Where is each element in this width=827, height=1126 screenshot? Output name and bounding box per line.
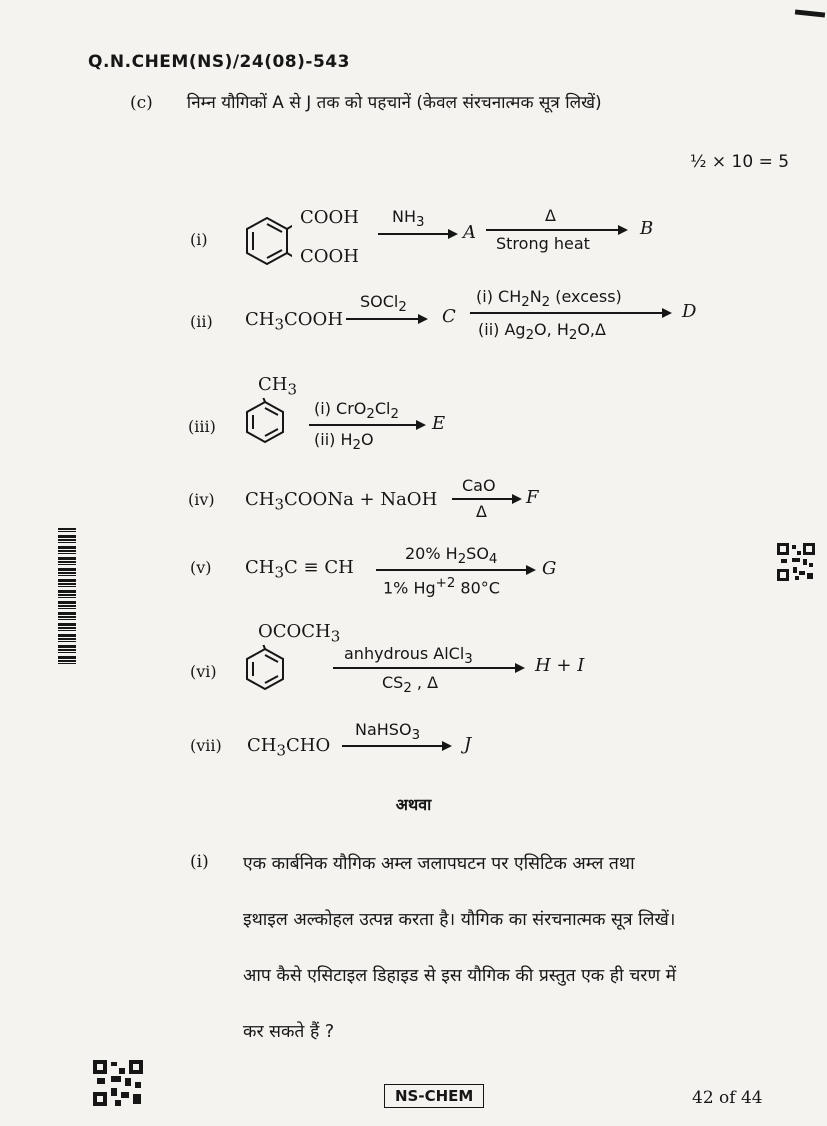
reaction-4-arrow [452, 498, 520, 500]
reaction-1-cooh-top: COOH [300, 207, 359, 228]
reaction-5-reagent-top: 20% $H_2SO_4$ [405, 544, 498, 568]
reaction-6-substituent: $OCOCH_3$ [258, 621, 341, 646]
reaction-7-number: (vii) [190, 736, 222, 755]
reaction-2-arrow-2 [470, 312, 670, 314]
alternate-question-line-1: एक कार्बनिक यौगिक अम्ल जलापघटन पर एसिटिक अम्ल तथा [243, 854, 635, 874]
reaction-3-number: (iii) [188, 417, 216, 436]
reaction-1-strong-heat: Strong heat [496, 234, 590, 253]
reaction-1-product-B: B [640, 218, 654, 239]
reaction-1-reagent-1: $NH_3$ [392, 207, 425, 231]
reaction-4-heat: Δ [476, 502, 487, 521]
alternate-question-line-2: इथाइल अल्कोहल उत्पन्न करता है। यौगिक का संरचनात्मक सूत्र लिखें। [243, 910, 676, 930]
reaction-2-product-D: D [682, 301, 697, 322]
reaction-1-product-A: A [463, 222, 476, 243]
reaction-5-reagent-bottom: 1% $Hg^{+2}$ 80°C [383, 576, 500, 598]
corner-mark [795, 9, 825, 17]
page-number: 42 of 44 [692, 1088, 763, 1108]
reaction-4-reagent-top: CaO [462, 476, 496, 495]
reaction-1-cooh-bottom: COOH [300, 246, 359, 267]
reaction-5-product-G: G [542, 558, 557, 579]
qr-code-icon [777, 543, 815, 581]
reaction-5-arrow [376, 569, 534, 571]
reaction-4-number: (iv) [188, 490, 215, 509]
qr-code-bottom-icon [93, 1060, 143, 1106]
reaction-4-reactant: $CH_3COONa$ + NaOH [245, 489, 438, 514]
footer-code-box: NS-CHEM [384, 1084, 484, 1108]
instruction-text: निम्न यौगिकों A से J तक को पहचानें (केवल संरचनात्मक सूत्र लिखें) [186, 93, 602, 113]
reaction-2-number: (ii) [190, 312, 213, 331]
reaction-1-number: (i) [190, 230, 208, 249]
reaction-2-reagent-1: SOCl$_2$ [360, 292, 407, 316]
part-label: (c) [130, 93, 153, 113]
reaction-6-reagent-bottom: $CS_2$ , Δ [382, 673, 439, 697]
reaction-7-product-J: J [464, 734, 472, 755]
reaction-3-product-E: E [432, 413, 446, 434]
reaction-5-reactant: $CH_3C$ ≡ CH [245, 557, 354, 582]
reaction-2-arrow-1 [346, 318, 426, 320]
reaction-2-reagent-2-top: (i) $CH_2N_2$ (excess) [476, 287, 622, 311]
benzene-ring-icon [242, 215, 292, 267]
reaction-1-arrow-1 [378, 233, 456, 235]
reaction-5-number: (v) [190, 558, 212, 577]
reaction-3-arrow [309, 424, 424, 426]
toluene-ring-icon [242, 398, 288, 446]
reaction-6-reagent-top: anhydrous AlCl$_3$ [344, 644, 473, 668]
reaction-7-reactant: $CH_3CHO$ [247, 735, 331, 760]
reaction-6-arrow [333, 667, 523, 669]
reaction-3-substituent: $CH_3$ [258, 374, 298, 399]
question-paper-code: Q.N.CHEM(NS)/24(08)-543 [88, 52, 350, 72]
or-label: अथवा [395, 795, 432, 814]
alternate-question-line-3: आप कैसे एसिटाइल डिहाइड से इस यौगिक की प्रस्तुत एक ही चरण में [243, 966, 677, 986]
reaction-6-number: (vi) [190, 662, 217, 681]
reaction-1-heat: Δ [545, 206, 556, 225]
reaction-3-reagent-bottom: (ii) $H_2O$ [314, 430, 374, 454]
reaction-2-reagent-2-bottom: (ii) $Ag_2O$, $H_2O,\Delta$ [478, 320, 606, 344]
reaction-6-product-HI: H + I [535, 655, 585, 676]
reaction-3-reagent-top: (i) $CrO_2Cl_2$ [314, 399, 399, 423]
alternate-question-line-4: कर सकते हैं ? [243, 1022, 335, 1042]
reaction-2-reactant: $CH_3COOH$ [245, 309, 344, 334]
phenyl-acetate-ring-icon [242, 645, 288, 693]
alternate-question-number: (i) [190, 852, 209, 872]
reaction-7-reagent: NaHSO$_3$ [355, 720, 421, 744]
reaction-4-product-F: F [526, 487, 539, 508]
reaction-1-arrow-2 [486, 229, 626, 231]
reaction-2-product-C: C [442, 306, 456, 327]
part-c-instruction [130, 90, 602, 113]
barcode-icon [58, 528, 76, 666]
marks-scheme: ½ × 10 = 5 [690, 152, 790, 172]
reaction-7-arrow [342, 745, 450, 747]
